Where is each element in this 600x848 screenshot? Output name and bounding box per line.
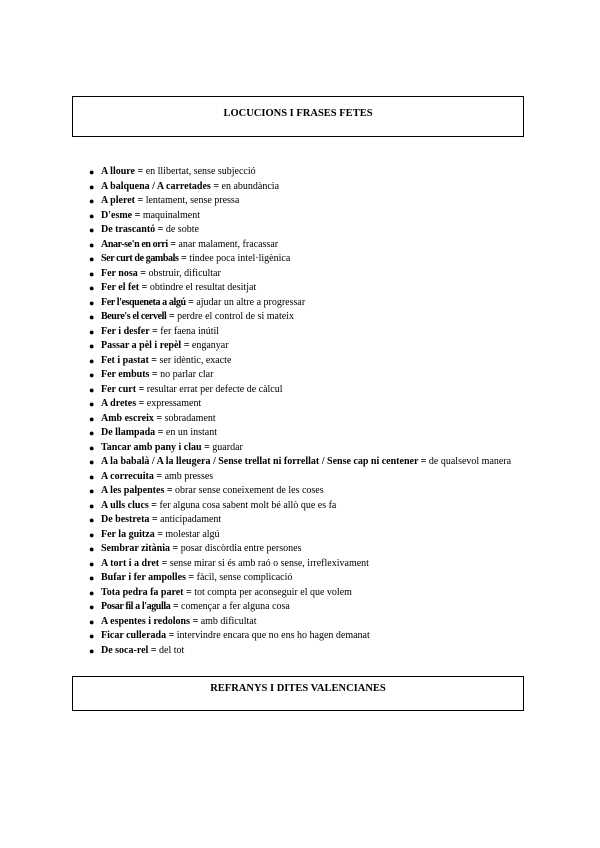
item-definition: de sobte	[165, 224, 199, 235]
item-term: De llampada	[101, 427, 156, 438]
bullet-icon: ●	[89, 326, 95, 337]
item-definition: amb dificultat	[200, 615, 257, 627]
item-definition: de qualsevol manera	[428, 456, 512, 467]
item-term: A correcuita	[101, 470, 154, 482]
item-definition: molestar algú	[165, 528, 220, 540]
list-item	[89, 209, 529, 224]
bullet-icon: ●	[89, 631, 95, 641]
item-definition: fàcil, sense complicació	[196, 572, 293, 583]
item-definition: maquinalment	[142, 209, 201, 221]
item-definition: obstruir, dificultar	[148, 267, 221, 279]
list-item	[89, 571, 529, 586]
item-separator: =	[153, 412, 165, 424]
bullet-icon: ●	[89, 355, 95, 366]
item-separator: =	[148, 499, 160, 511]
item-separator: =	[164, 485, 176, 496]
item-term: Sembrar zitània	[101, 543, 170, 554]
item-definition: perdre el control de si mateix	[177, 311, 294, 322]
list-item	[89, 325, 529, 340]
item-separator: =	[185, 572, 197, 583]
item-term: Anar-se'n en orri	[101, 238, 168, 250]
bullet-icon: ●	[89, 413, 95, 424]
list-item	[89, 397, 529, 412]
item-term: Amb escreix	[101, 412, 154, 424]
item-definition: sense mirar si és amb raó o sense, irreflexivament	[169, 557, 369, 569]
item-definition: amb presses	[164, 470, 214, 482]
bullet-icon: ●	[89, 312, 95, 322]
bullet-icon: ●	[89, 283, 95, 293]
bullet-icon: ●	[89, 587, 95, 598]
item-definition: no parlar clar	[160, 369, 214, 380]
list-item	[89, 339, 529, 354]
item-term: De soca-rel	[101, 644, 149, 656]
item-separator: =	[136, 398, 147, 409]
item-definition: ajudar un altre a progressar	[196, 296, 306, 308]
item-term: Fer i desfer	[101, 325, 150, 337]
list-item	[89, 470, 529, 485]
item-term: Fer l'esqueneta a algú	[101, 296, 186, 308]
list-item	[89, 267, 529, 282]
bullet-icon: ●	[89, 297, 95, 308]
expressions-list	[89, 165, 529, 658]
item-separator: =	[132, 209, 143, 221]
item-definition: expressament	[146, 398, 202, 409]
bullet-icon: ●	[89, 210, 95, 221]
item-term: A les palpentes	[101, 485, 165, 496]
item-definition: en un instant	[165, 427, 217, 438]
list-item	[89, 252, 529, 267]
list-item	[89, 368, 529, 383]
list-item	[89, 441, 529, 456]
item-separator: =	[149, 369, 161, 380]
item-separator: =	[153, 470, 165, 482]
bullet-icon: ●	[89, 268, 95, 279]
item-separator: =	[166, 630, 177, 641]
item-term: Tota pedra fa paret	[101, 586, 184, 598]
section-title: LOCUCIONS I FRASES FETES	[223, 108, 373, 119]
item-definition: fer faena inútil	[160, 325, 220, 337]
item-term: Posar fil a l'agulla	[101, 601, 171, 612]
item-term: D'esme	[101, 209, 133, 221]
item-term: A dretes	[101, 398, 137, 409]
item-separator: =	[148, 354, 160, 366]
bullet-icon: ●	[89, 239, 95, 250]
bullet-icon: ●	[89, 573, 95, 583]
list-item	[89, 644, 529, 659]
item-definition: en abundància	[221, 180, 280, 192]
list-item	[89, 426, 529, 441]
item-term: A la babalà / A la lleugera / Sense trellat ni forrellat / Sense cap ni centener	[101, 456, 419, 467]
item-term: Fer nosa	[101, 267, 138, 279]
list-item	[89, 310, 529, 325]
item-term: Ser curt de gambals	[101, 253, 179, 264]
list-item	[89, 484, 529, 499]
item-term: A espentes i redolons	[101, 615, 190, 627]
item-separator: =	[159, 557, 170, 569]
item-separator: =	[148, 644, 159, 656]
bullet-icon: ●	[89, 341, 95, 351]
bullet-icon: ●	[89, 442, 95, 453]
item-term: Beure's el cervell	[101, 311, 167, 322]
item-definition: anar malament, fracassar	[178, 238, 279, 250]
bullet-icon: ●	[89, 602, 95, 612]
item-separator: =	[149, 514, 161, 525]
item-definition: començar a fer alguna cosa	[181, 601, 290, 612]
item-term: Fer el fet	[101, 282, 140, 293]
list-item	[89, 354, 529, 369]
item-term: A pleret	[101, 195, 135, 206]
item-separator: =	[190, 615, 201, 627]
list-item	[89, 165, 529, 180]
list-item	[89, 238, 529, 253]
bullet-icon: ●	[89, 645, 95, 656]
section-heading-box-2	[72, 676, 524, 711]
list-item	[89, 513, 529, 528]
list-item	[89, 629, 529, 644]
list-item	[89, 383, 529, 398]
list-item	[89, 499, 529, 514]
bullet-icon: ●	[89, 167, 95, 177]
item-definition: anticipadament	[160, 514, 222, 525]
list-item	[89, 296, 529, 311]
item-term: Fer embuts	[101, 369, 150, 380]
item-separator: =	[134, 166, 146, 177]
bullet-icon: ●	[89, 486, 95, 496]
item-definition: intervindre encara que no ens ho hagen demanat	[176, 630, 370, 641]
item-separator: =	[134, 195, 146, 206]
bullet-icon: ●	[89, 399, 95, 409]
bullet-icon: ●	[89, 225, 95, 235]
list-item	[89, 180, 529, 195]
item-separator: =	[210, 180, 222, 192]
bullet-icon: ●	[89, 515, 95, 525]
item-definition: resultar errat per defecte de càlcul	[146, 383, 283, 395]
list-item	[89, 455, 529, 470]
bullet-icon: ●	[89, 544, 95, 554]
section-title-2: REFRANYS I DITES VALENCIANES	[210, 683, 386, 694]
bullet-icon: ●	[89, 254, 95, 264]
bullet-icon: ●	[89, 196, 95, 206]
list-item	[89, 557, 529, 572]
item-term: Fet i pastat	[101, 354, 149, 366]
item-term: Fer curt	[101, 383, 137, 395]
bullet-icon: ●	[89, 558, 95, 569]
item-separator: =	[169, 543, 181, 554]
item-definition: sobradament	[164, 412, 216, 424]
list-item	[89, 600, 529, 615]
bullet-icon: ●	[89, 500, 95, 511]
item-separator: =	[155, 224, 166, 235]
item-definition: tot compta per aconseguir el que volem	[194, 586, 352, 598]
item-separator: =	[154, 528, 166, 540]
item-separator: =	[178, 253, 190, 264]
item-definition: obrar sense coneixement de les coses	[175, 485, 324, 496]
list-item	[89, 223, 529, 238]
item-separator: =	[136, 383, 147, 395]
item-definition: del tot	[159, 644, 185, 656]
bullet-icon: ●	[89, 457, 95, 467]
list-item	[89, 586, 529, 601]
item-separator: =	[137, 267, 149, 279]
bullet-icon: ●	[89, 428, 95, 438]
bullet-icon: ●	[89, 616, 95, 627]
item-definition: guardar	[212, 441, 243, 453]
bullet-icon: ●	[89, 384, 95, 395]
item-term: A lloure	[101, 166, 135, 177]
item-separator: =	[183, 586, 195, 598]
item-separator: =	[139, 282, 150, 293]
item-term: Ficar cullerada	[101, 630, 167, 641]
item-definition: obtindre el resultat desitjat	[149, 282, 257, 293]
item-definition: fer alguna cosa sabent molt bé allò que es fa	[159, 499, 337, 511]
item-separator: =	[166, 311, 178, 322]
item-definition: tindee poca intel·ligènica	[189, 253, 291, 264]
item-definition: ser idèntic, exacte	[159, 354, 232, 366]
list-item	[89, 615, 529, 630]
item-term: Passar a pèl i repèl	[101, 340, 182, 351]
item-separator: =	[149, 325, 161, 337]
item-term: De bestreta	[101, 514, 150, 525]
item-definition: lentament, sense pressa	[145, 195, 240, 206]
bullet-icon: ●	[89, 471, 95, 482]
list-item	[89, 528, 529, 543]
item-separator: =	[170, 601, 182, 612]
section-heading-box	[72, 96, 524, 137]
item-term: De trascantó	[101, 224, 156, 235]
bullet-icon: ●	[89, 370, 95, 380]
item-separator: =	[181, 340, 192, 351]
list-item	[89, 194, 529, 209]
item-separator: =	[418, 456, 429, 467]
item-term: Tancar amb pany i clau	[101, 441, 202, 453]
item-term: A balquena / A carretades	[101, 180, 211, 192]
item-definition: enganyar	[191, 340, 229, 351]
item-term: A tort i a dret	[101, 557, 160, 569]
item-definition: posar discòrdia entre persones	[180, 543, 302, 554]
list-item	[89, 412, 529, 427]
item-definition: en llibertat, sense subjecció	[145, 166, 256, 177]
item-separator: =	[185, 296, 197, 308]
item-separator: =	[201, 441, 213, 453]
item-term: Bufar i fer ampolles	[101, 572, 186, 583]
item-separator: =	[155, 427, 166, 438]
list-item	[89, 542, 529, 557]
list-item	[89, 281, 529, 296]
item-term: A ulls clucs	[101, 499, 149, 511]
item-separator: =	[167, 238, 179, 250]
item-term: Fer la guitza	[101, 528, 155, 540]
bullet-icon: ●	[89, 529, 95, 540]
bullet-icon: ●	[89, 181, 95, 192]
